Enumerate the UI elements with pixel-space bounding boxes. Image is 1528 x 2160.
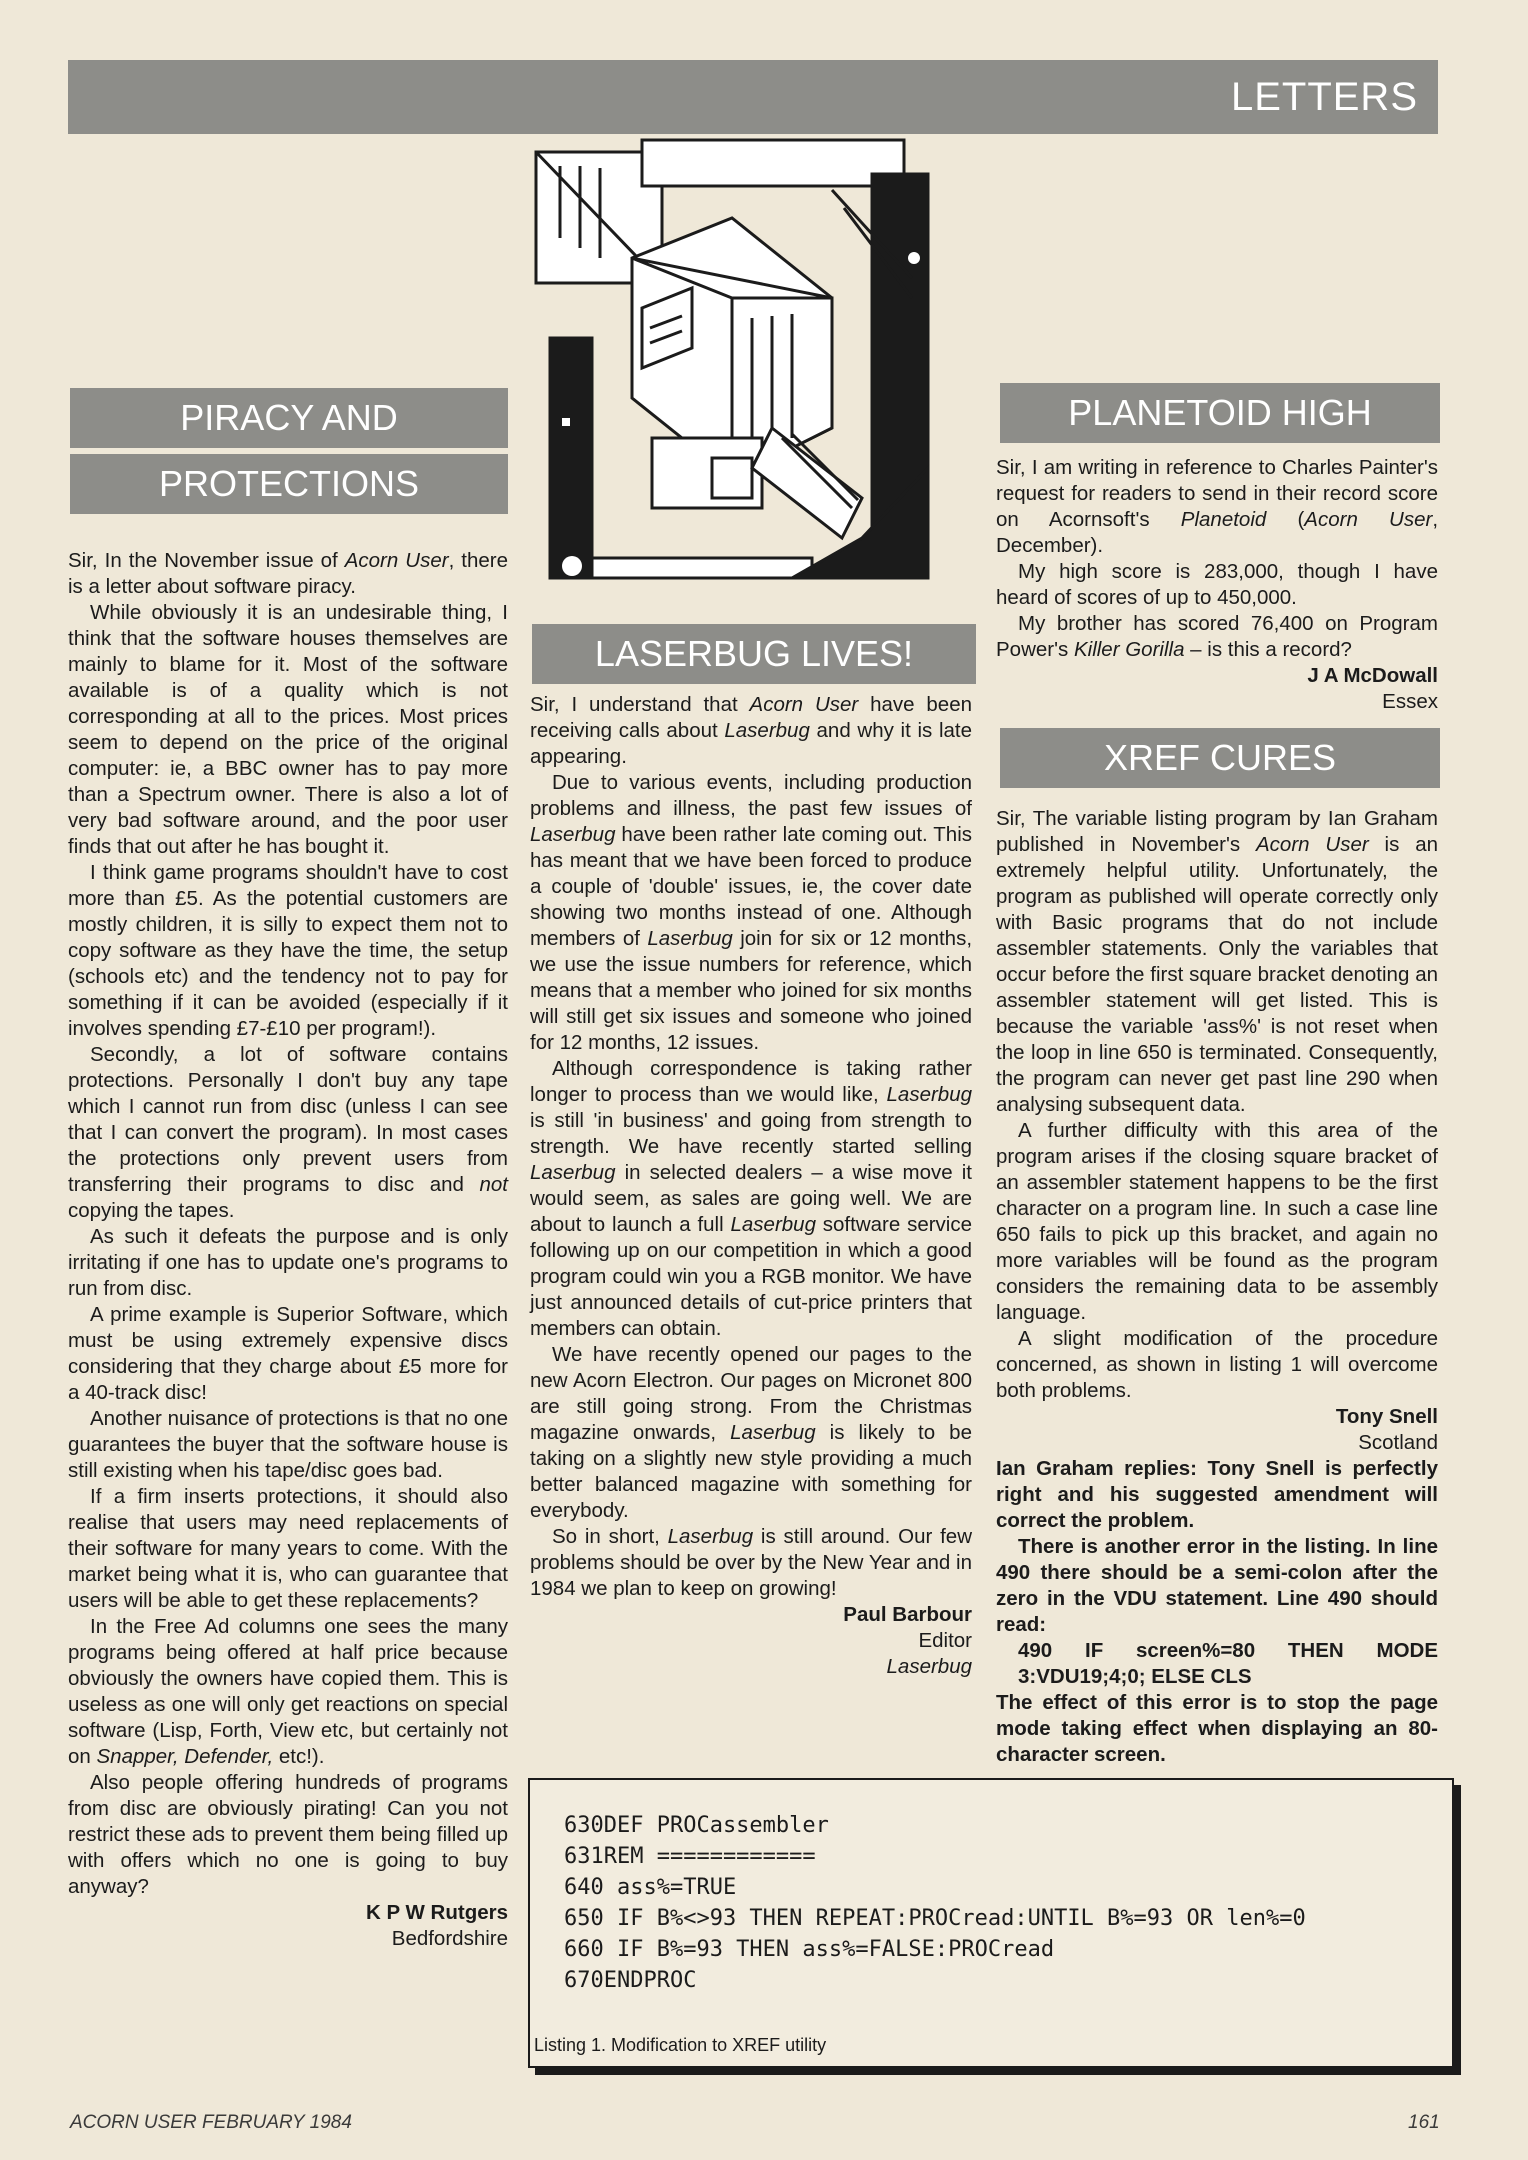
piracy-title-bar-2: [70, 454, 508, 514]
xref-title-bar: [1000, 728, 1440, 788]
piracy-paragraph: I think game programs shouldn't have to cost more than £5. As the potential customers are mostly children, it is silly to expect them not to copy software as they have the time, the setup (schools etc) and the tendency not to pay for something if it can be avoided (especially if it involves spending £7-£10 per program!).: [68, 861, 508, 1040]
piracy-paragraph: A prime example is Superior Software, which must be using extremely expensive discs considering that they charge about £5 more for a 40-track disc!: [68, 1303, 508, 1404]
piracy-paragraph: Sir, In the November issue of Acorn User, there is a letter about software piracy.: [68, 549, 508, 598]
laserbug-letter-body: [530, 692, 972, 1680]
xref-author: Tony Snell: [1335, 1405, 1438, 1428]
piracy-paragraph: In the Free Ad columns one sees the many programs being offered at half price because obviously the owners have copied them. This is useless as one will only get reactions on special software (Lisp, Forth, View etc, but certainly not on Snapper, Defender, etc!).: [68, 1615, 508, 1768]
laserbug-author: Paul Barbour: [843, 1603, 972, 1626]
laserbug-paragraph: Sir, I understand that Acorn User have been receiving calls about Laserbug and why it is late appearing.: [530, 693, 973, 768]
piracy-paragraph: If a firm inserts protections, it should also realise that users may need replacements of their software for many years to come. With the market being what it is, who can guarantee that users will be able to get these replacements?: [68, 1485, 508, 1612]
section-label: LETTERS: [1230, 75, 1418, 119]
planetoid-title-bar: [1000, 383, 1440, 443]
code-listing-box: [528, 1778, 1454, 2068]
section-header-bar: [68, 60, 1438, 134]
xref-paragraph: A slight modification of the procedure concerned, as shown in listing 1 will overcome both problems.: [996, 1327, 1438, 1402]
planetoid-author: J A McDowall: [1307, 664, 1438, 687]
code-line: 630DEF PROCassembler: [564, 1813, 829, 1838]
laserbug-paragraph: Although correspondence is taking rather longer to process than we would like, Laserbug is still 'in business' and going from strength to strength. We have recently started selling Laserbug in selected dealers – a wise move it would seem, as sales are going well. We are about to launch a full Laserbug software service following up on our competition in which a good program could win you a RGB monitor. We have just announced details of cut-price printers that members can obtain.: [530, 1057, 973, 1340]
piracy-paragraph: Also people offering hundreds of programs from disc are obviously pirating! Can you not restrict these ads to prevent them being filled up with offers which no one is going to buy anyway?: [68, 1771, 508, 1898]
xref-title: XREF CURES: [1103, 737, 1337, 778]
piracy-title-bar-1: [70, 388, 508, 448]
code-line: 631REM ============: [564, 1844, 816, 1869]
piracy-title-line1: PIRACY AND: [180, 397, 398, 438]
piracy-author: K P W Rutgers: [366, 1901, 508, 1924]
laserbug-publication: Laserbug: [886, 1655, 972, 1678]
xref-reply: There is another error in the listing. In line 490 there should be a semi-colon after the zero in the VDU statement. Line 490 should read:: [996, 1535, 1438, 1636]
code-line: 640 ass%=TRUE: [564, 1875, 737, 1900]
piracy-letter-body: [68, 548, 508, 1952]
laserbug-paragraph: Due to various events, including production problems and illness, the past few issues of Laserbug have been rather late coming out. This has meant that we have been forced to produce a couple of 'double' issues, ie, the cover date showing two months instead of one. Although members of Laserbug join for six or 12 months, we use the issue numbers for reference, which means that a member who joined for six months will still get six issues and someone who joined for 12 months, 12 issues.: [530, 771, 973, 1054]
laserbug-title: LASERBUG LIVES!: [594, 633, 914, 674]
planetoid-paragraph: Sir, I am writing in reference to Charles Painter's request for readers to send in their record score on Acornsoft's Planetoid (Acorn User, December).: [996, 456, 1439, 557]
xref-location: Scotland: [1358, 1431, 1438, 1454]
piracy-paragraph: Secondly, a lot of software contains protections. Personally I don't buy any tape which I cannot run from disc (unless I can see that I can convert the program). In most cases the protections only prevent users from transferring their programs to disc and not copying the tapes.: [68, 1043, 508, 1222]
computer-illustration-icon: [532, 138, 952, 598]
laserbug-title-bar: [532, 624, 976, 684]
xref-paragraph: A further difficulty with this area of the program arises if the closing square bracket of an assembler statement happens to be the first character on a program line. In such a case line 650 fails to pick up this bracket, and again no more variables will be found as the program considers the remaining data to be assembly language.: [996, 1119, 1438, 1324]
planetoid-paragraph: My high score is 283,000, though I have heard of scores of up to 450,000.: [996, 560, 1438, 609]
xref-letter-body: [996, 806, 1438, 1768]
laserbug-paragraph: So in short, Laserbug is still around. Our few problems should be over by the New Year and in 1984 we plan to keep on growing!: [530, 1525, 972, 1600]
piracy-location: Bedfordshire: [391, 1927, 508, 1950]
code-line: 660 IF B%=93 THEN ass%=FALSE:PROCread: [564, 1937, 1055, 1962]
code-line: 670ENDPROC: [564, 1968, 697, 1993]
computer-illustration: [532, 138, 952, 598]
laserbug-role: Editor: [918, 1629, 972, 1652]
listing-caption: Listing 1. Modification to XREF utility: [534, 2035, 827, 2055]
planetoid-paragraph: My brother has scored 76,400 on Program Power's Killer Gorilla – is this a record?: [996, 612, 1438, 661]
xref-reply: Ian Graham replies: Tony Snell is perfectly right and his suggested amendment will correct the problem.: [996, 1457, 1438, 1532]
footer-issue: ACORN USER FEBRUARY 1984: [70, 2112, 352, 2133]
piracy-paragraph: Another nuisance of protections is that no one guarantees the buyer that the software house is still existing when his tape/disc goes bad.: [68, 1407, 508, 1482]
laserbug-paragraph: We have recently opened our pages to the new Acorn Electron. Our pages on Micronet 800 are still going strong. From the Christmas magazine onwards, Laserbug is likely to be taking on a slightly new style providing a much better balanced magazine with something for everybody.: [530, 1343, 972, 1522]
piracy-paragraph: While obviously it is an undesirable thing, I think that the software houses themselves are mainly to blame for it. Most of the software available is of a quality which is not corresponding at all to the prices. Most prices seem to depend on the price of the original computer: ie, a BBC owner has to pay more than a Spectrum owner. There is also a lot of very bad software around, and the poor user finds that out after he has bought it.: [68, 601, 508, 858]
xref-paragraph: Sir, The variable listing program by Ian Graham published in November's Acorn User is an extremely helpful utility. Unfortunately, the program as published will operate correctly only with Basic programs that do not include assembler statements. Only the variables that occur before the first square bracket denoting an assembler statement will get listed. This is because the variable 'ass%' is not reset when the loop in line 650 is terminated. Consequently, the program can never get past line 290 when analysing subsequent data.: [996, 807, 1438, 1116]
page-number: 161: [1408, 2112, 1440, 2133]
piracy-title-line2: PROTECTIONS: [158, 463, 419, 504]
xref-reply-code: 490 IF screen%=80 THEN MODE: [1018, 1639, 1438, 1662]
code-line: 650 IF B%<>93 THEN REPEAT:PROCread:UNTIL B%=93 OR len%=0: [564, 1906, 1306, 1931]
planetoid-title: PLANETOID HIGH: [1068, 392, 1372, 433]
planetoid-letter-body: [996, 455, 1438, 715]
piracy-paragraph: As such it defeats the purpose and is only irritating if one has to update one's programs to run from disc.: [68, 1225, 508, 1300]
planetoid-location: Essex: [1382, 690, 1438, 713]
xref-reply: The effect of this error is to stop the page mode taking effect when displaying an 80-character screen.: [996, 1691, 1438, 1766]
code-listing: [564, 1810, 1306, 1996]
xref-reply-code: 3:VDU19;4;0; ELSE CLS: [1018, 1665, 1252, 1688]
